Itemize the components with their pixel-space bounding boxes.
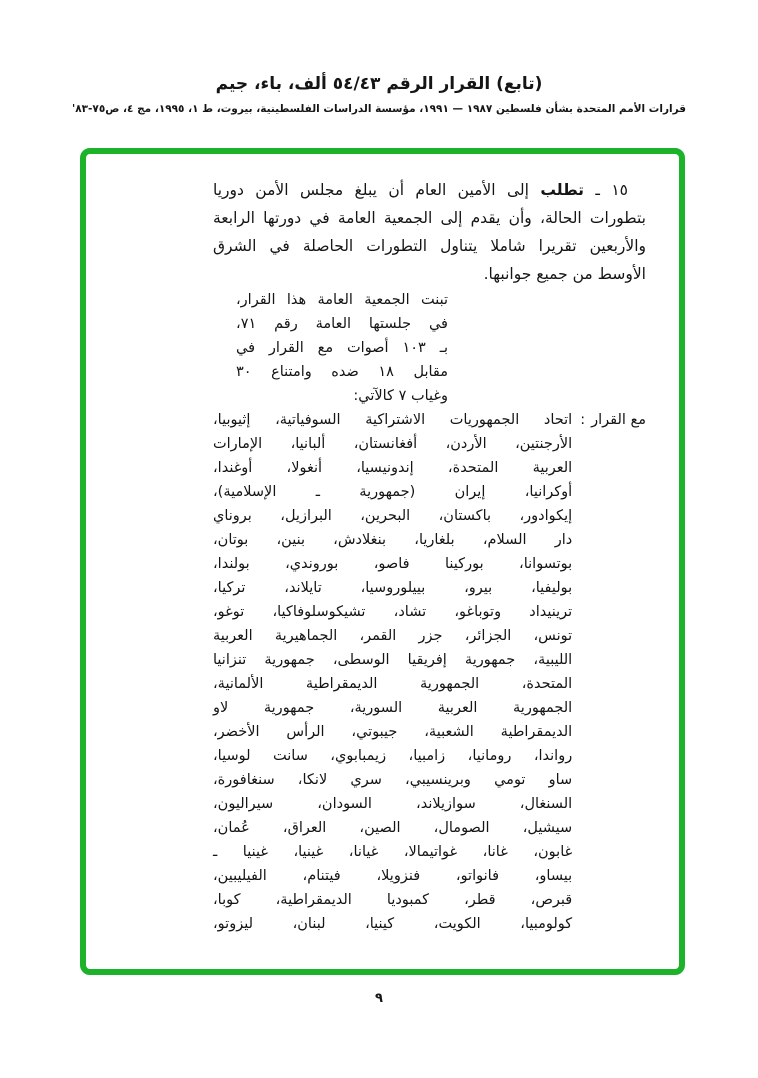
paragraph-15-line-4: الأوسط من جميع جوانبها. [483,265,646,283]
country-line: بوليفيا، بيرو، بييلوروسيا، تايلاند، تركيا، [213,580,573,596]
resolution-text-column [86,154,679,936]
adoption-line: تبنت الجمعية العامة هذا القرار، [236,292,448,308]
paragraph-15-line-1-rest: إلى الأمين العام أن يبلغ مجلس الأمن دوريا [213,181,529,199]
paragraph-15-line-2: بتطورات الحالة، وأن يقدم إلى الجمعية العامة في دورتها الرابعة [213,209,646,227]
vote-country-list [213,408,572,936]
country-line: رواندا، رومانيا، زامبيا، زيمبابوي، سانت لوسيا، [213,748,573,764]
adoption-note [236,288,448,408]
vote-with-colon: : [580,412,586,428]
country-line: أوكرانيا، إيران (جمهورية ـ الإسلامية)، [213,484,573,500]
country-line: قبرص، قطر، كمبوديا الديمقراطية، كوبا، [213,892,573,908]
green-highlight-box [80,148,685,975]
paragraph-number: ١٥ ـ [583,181,628,199]
country-line: الليبية، جمهورية إفريقيا الوسطى، جمهورية تنزانيا [213,652,573,668]
paragraph-15-line-3: والأربعين تقريرا شاملا يتناول التطورات الحاصلة في الشرق [213,237,646,255]
country-line: كولومبيا، الكويت، كينيا، لبنان، ليزوتو، [213,916,573,932]
paragraph-15-line-1 [213,176,646,204]
country-line: العربية المتحدة، إندونيسيا، أنغولا، أوغندا، [213,460,573,476]
vote-with-label: مع القرار [591,412,646,428]
country-line: تونس، الجزائر، جزر القمر، الجماهيرية العربية [213,628,573,644]
vote-record-with [213,408,646,936]
country-line: الأرجنتين، الأردن، أفغانستان، ألبانيا، الإمارات [213,436,573,452]
country-line: ساو تومي وبرينسيبي، سري لانكا، سنغافورة، [213,772,573,788]
country-line: المتحدة، الجمهورية الديمقراطية الألمانية، [213,676,573,692]
operative-verb: تطلب [540,181,584,199]
page-number: ٩ [375,991,383,1006]
adoption-line: مقابل ١٨ ضده وامتناع ٣٠ [236,364,448,380]
document-title: (تابع) القرار الرقم ٥٤/٤٣ ألف، باء، جيم [215,74,543,94]
country-line: دار السلام، بلغاريا، بنغلادش، بنين، بوتان، [213,532,573,548]
country-line: بيساو، فانواتو، فنزويلا، فيتنام، الفيليبين، [213,868,573,884]
adoption-line: في جلستها العامة رقم ٧١، [236,316,448,332]
country-line: الجمهورية العربية السورية، جمهورية لاو [213,700,573,716]
country-line: بوتسوانا، بوركينا فاصو، بوروندي، بولندا، [213,556,573,572]
country-line: اتحاد الجمهوريات الاشتراكية السوفياتية، إثيوبيا، [213,412,573,428]
country-line: الديمقراطية الشعبية، جيبوتي، الرأس الأخضر، [213,724,573,740]
country-line: ترينيداد وتوباغو، تشاد، تشيكوسلوفاكيا، توغو، [213,604,573,620]
country-line: غابون، غانا، غواتيمالا، غيانا، غينيا، غينيا ـ [213,844,573,860]
country-line: السنغال، سوازيلاند، السودان، سيراليون، [213,796,573,812]
adoption-line: بـ ١٠٣ أصوات مع القرار في [236,340,448,356]
country-line: إيكوادور، باكستان، البحرين، البرازيل، بروناي [213,508,573,524]
source-citation: قرارات الأمم المتحدة بشأن فلسطين ١٩٨٧ — ١٩٩١، مؤسسة الدراسات الفلسطينية، بيروت، ط ١، ١٩٩٥، مج ٤، ص٧٥-٨٣' [72,103,686,115]
paragraph-15 [213,176,646,288]
country-line: سيشيل، الصومال، الصين، العراق، عُمان، [213,820,573,836]
adoption-line: وغياب ٧ كالآتي: [353,388,448,404]
